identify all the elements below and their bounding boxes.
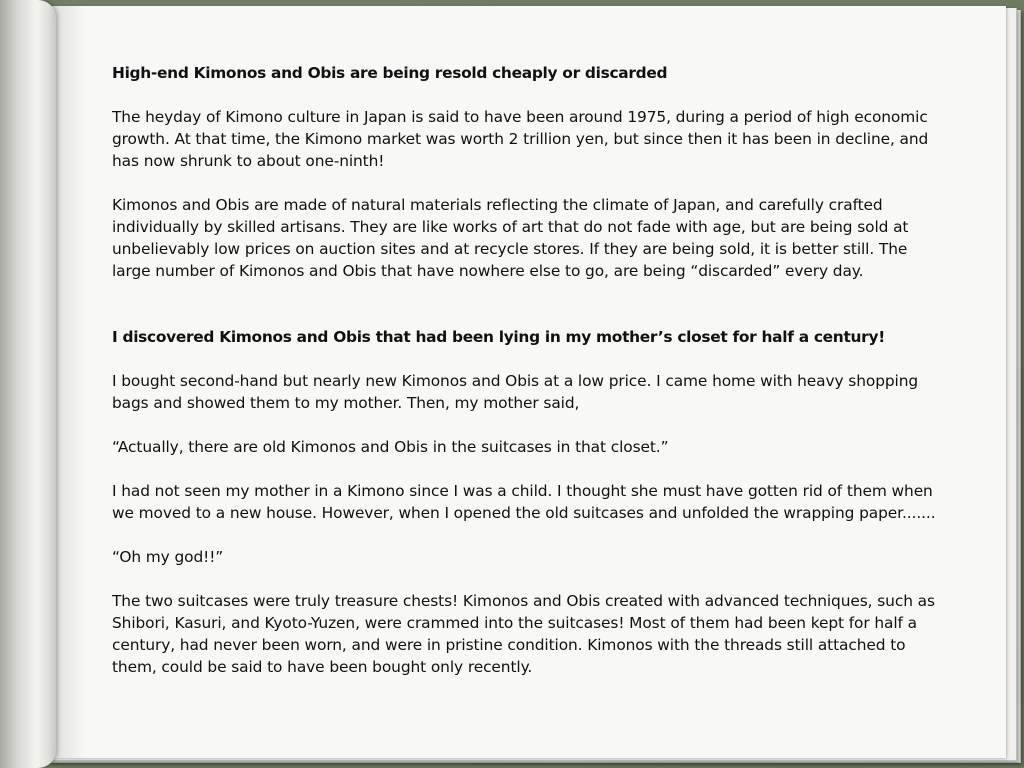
page-text [112, 62, 942, 700]
paragraph-quote-oh-my-god: “Oh my god!!” [112, 548, 224, 566]
book-spine [0, 0, 56, 768]
paragraph-childhood: I had not seen my mother in a Kimono since I was a child. I thought she must have gotten rid of them when we moved to a new house. However, when I opened the old suitcases and unfolded the wrapping paper....... [112, 482, 936, 522]
paragraph-heyday: The heyday of Kimono culture in Japan is said to have been around 1975, during a period of high economic growth. At that time, the Kimono market was worth 2 trillion yen, but since then it has been in decline, and has now shrunk to about one-ninth! [112, 108, 929, 170]
paragraph-natural-materials: Kimonos and Obis are made of natural materials reflecting the climate of Japan, and carefully crafted individually by skilled artisans. They are like works of art that do not fade with age, but are being sold at unbelievably low prices on auction sites and at recycle stores. If they are being sold, it is better still. The large number of Kimonos and Obis that have nowhere else to go, are being “discarded” every day. [112, 196, 909, 280]
paragraph-second-hand: I bought second-hand but nearly new Kimonos and Obis at a low price. I came home with heavy shopping bags and showed them to my mother. Then, my mother said, [112, 372, 919, 412]
section-spacer [112, 304, 942, 326]
section-heading-resold: High-end Kimonos and Obis are being resold cheaply or discarded [112, 64, 668, 82]
paragraph-treasure-chests: The two suitcases were truly treasure chests! Kimonos and Obis created with advanced techniques, such as Shibori, Kasuri, and Kyoto-Yuzen, were crammed into the suitcases! Most of them had been kept for half a century, had never been worn, and were in pristine condition. Kimonos with the threads still attached to them, could be said to have been bought only recently. [112, 592, 935, 676]
section-heading-discovered: I discovered Kimonos and Obis that had been lying in my mother’s closet for half a century! [112, 328, 885, 346]
paragraph-quote-closet: “Actually, there are old Kimonos and Obis in the suitcases in that closet.” [112, 438, 669, 456]
